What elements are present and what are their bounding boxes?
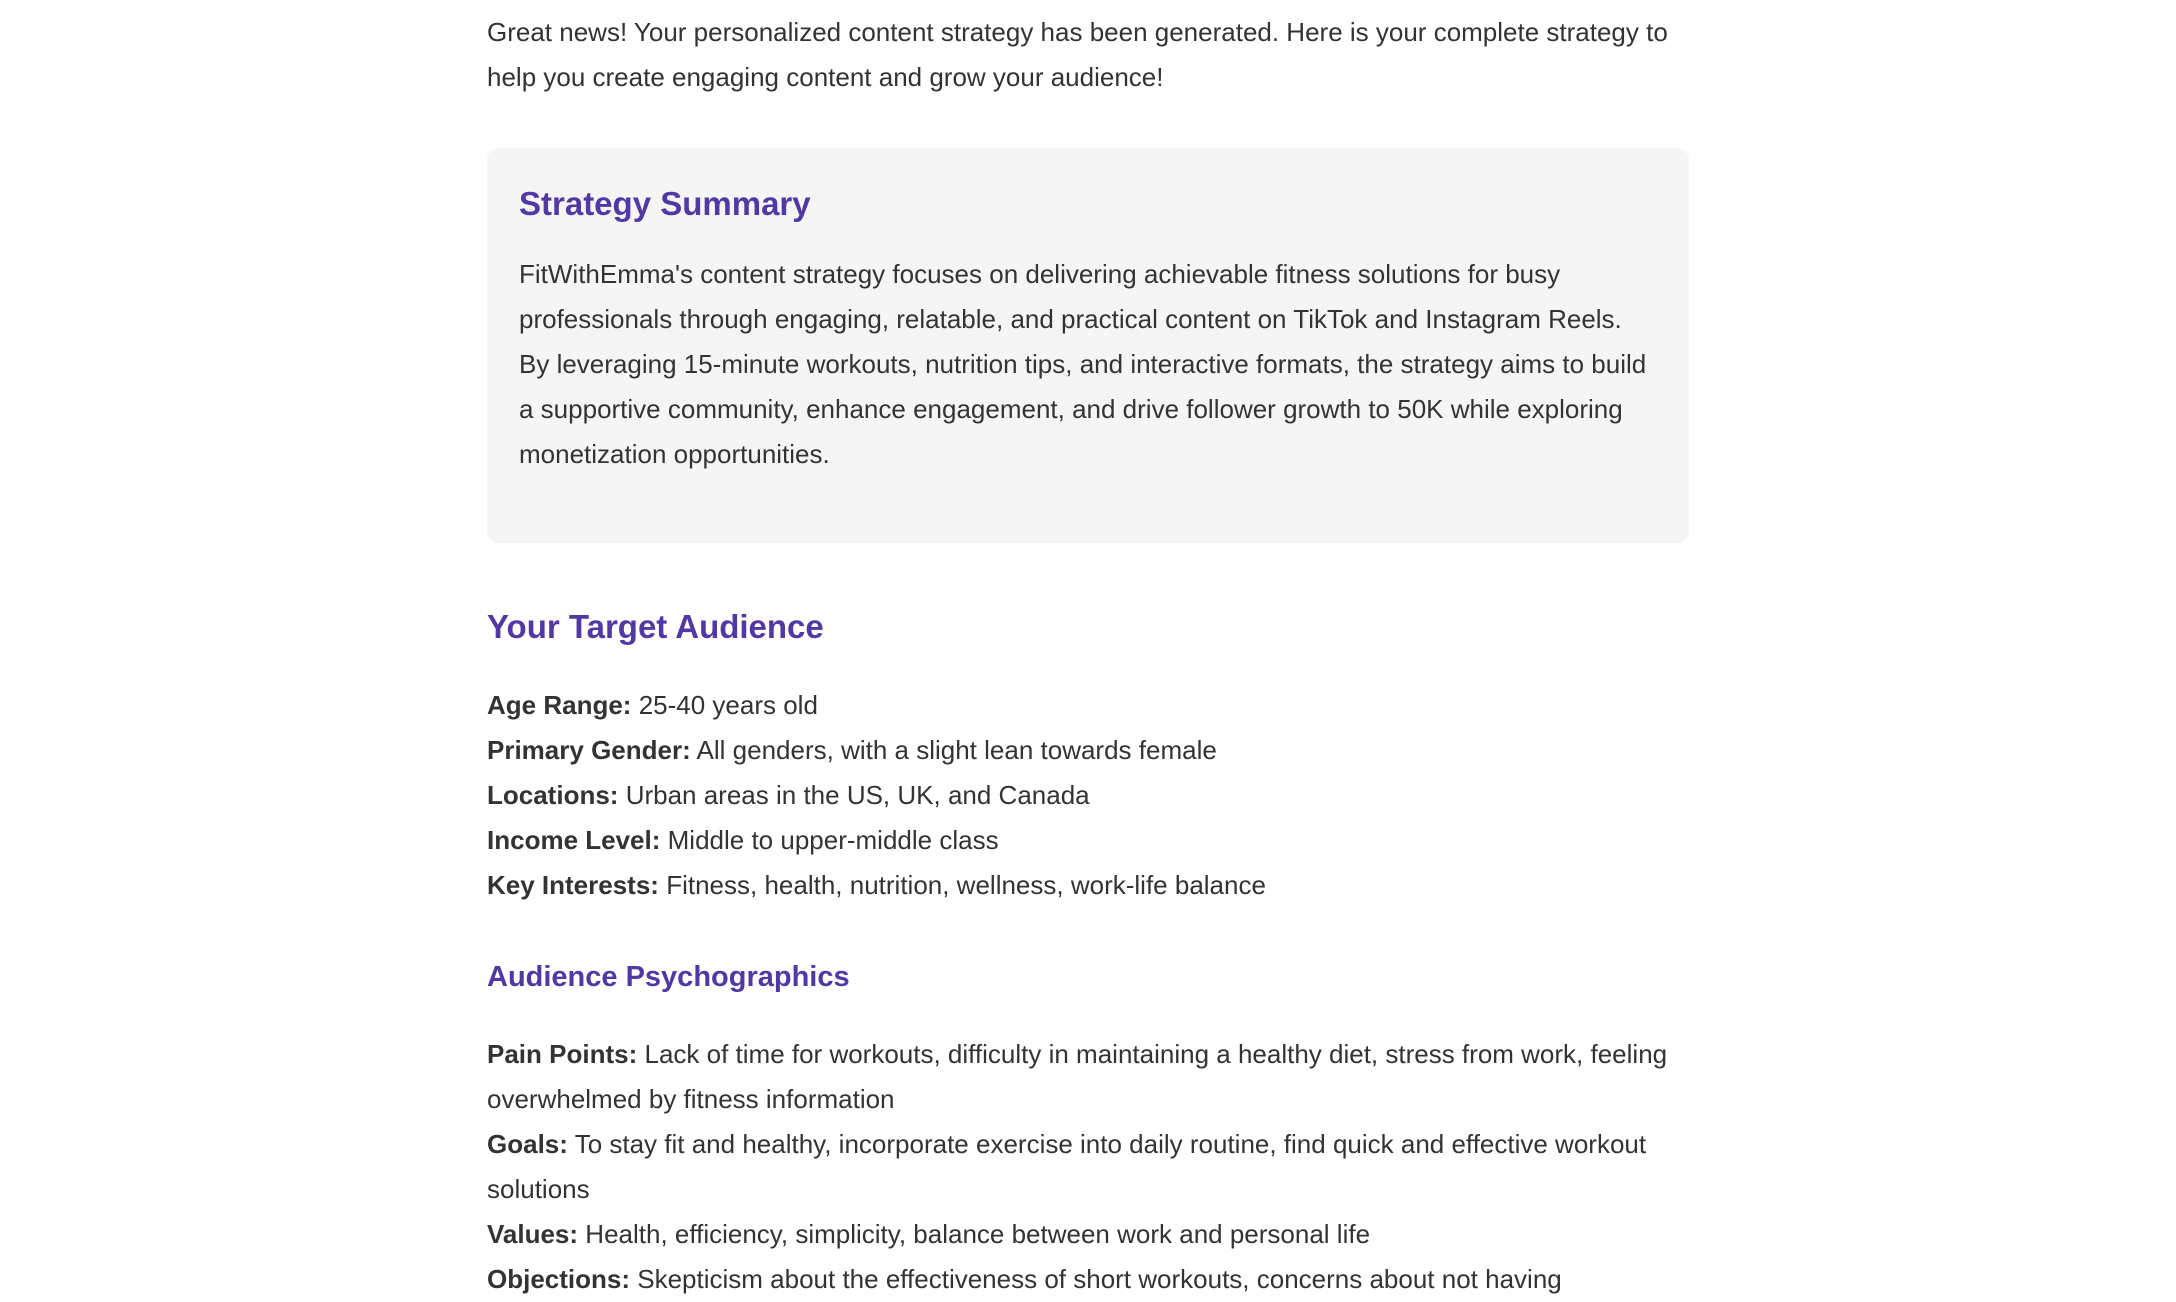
fact-label: Values: — [487, 1219, 579, 1249]
intro-message: Great news! Your personalized content strategy has been generated. Here is your complete strategy to help you create engaging content and grow your audience! — [487, 17, 1668, 92]
fact-line-income-level — [487, 818, 1689, 863]
fact-label: Pain Points: — [487, 1039, 638, 1069]
fact-label: Objections: — [487, 1264, 631, 1294]
target-audience-facts — [487, 683, 1689, 908]
fact-line-primary-gender — [487, 728, 1689, 773]
fact-line-age-range — [487, 683, 1689, 728]
strategy-summary-card — [487, 148, 1689, 543]
fact-line-key-interests — [487, 863, 1689, 908]
strategy-summary-title: Strategy Summary — [519, 185, 811, 222]
fact-value: Urban areas in the US, UK, and Canada — [625, 780, 1090, 810]
fact-line-pain-points — [487, 1032, 1689, 1122]
fact-value: Skepticism about the effectiveness of short workouts, concerns about not having — [637, 1264, 1562, 1294]
fact-label: Key Interests: — [487, 870, 659, 900]
fact-value: All genders, with a slight lean towards female — [696, 735, 1217, 765]
fact-line-values — [487, 1212, 1689, 1257]
fact-value: Middle to upper-middle class — [667, 825, 999, 855]
fact-value: Health, efficiency, simplicity, balance between work and personal life — [585, 1219, 1371, 1249]
psychographics-facts — [487, 1032, 1689, 1302]
audience-psychographics-heading: Audience Psychographics — [487, 961, 850, 993]
fact-label: Locations: — [487, 780, 619, 810]
strategy-document — [487, 0, 1689, 1302]
fact-line-goals — [487, 1122, 1689, 1212]
fact-line-locations — [487, 773, 1689, 818]
strategy-summary-text: FitWithEmma's content strategy focuses on delivering achievable fitness solutions for busy professionals through engaging, relatable, and practical content on TikTok and Instagram Reels. By leveraging 15-minute workouts, nutrition tips, and interactive formats, the strategy aims to build a supportive community, enhance engagement, and drive follower growth to 50K while exploring monetization opportunities. — [519, 259, 1647, 469]
fact-line-objections — [487, 1257, 1689, 1302]
fact-value: To stay fit and healthy, incorporate exercise into daily routine, find quick and effective workout solutions — [487, 1129, 1647, 1204]
fact-label: Age Range: — [487, 690, 632, 720]
target-audience-heading: Your Target Audience — [487, 608, 824, 645]
fact-value: Lack of time for workouts, difficulty in maintaining a healthy diet, stress from work, feeling overwhelmed by fitness information — [487, 1039, 1668, 1114]
fact-value: Fitness, health, nutrition, wellness, work-life balance — [666, 870, 1266, 900]
fact-label: Income Level: — [487, 825, 661, 855]
fact-label: Goals: — [487, 1129, 568, 1159]
fact-value: 25-40 years old — [638, 690, 818, 720]
fact-label: Primary Gender: — [487, 735, 691, 765]
